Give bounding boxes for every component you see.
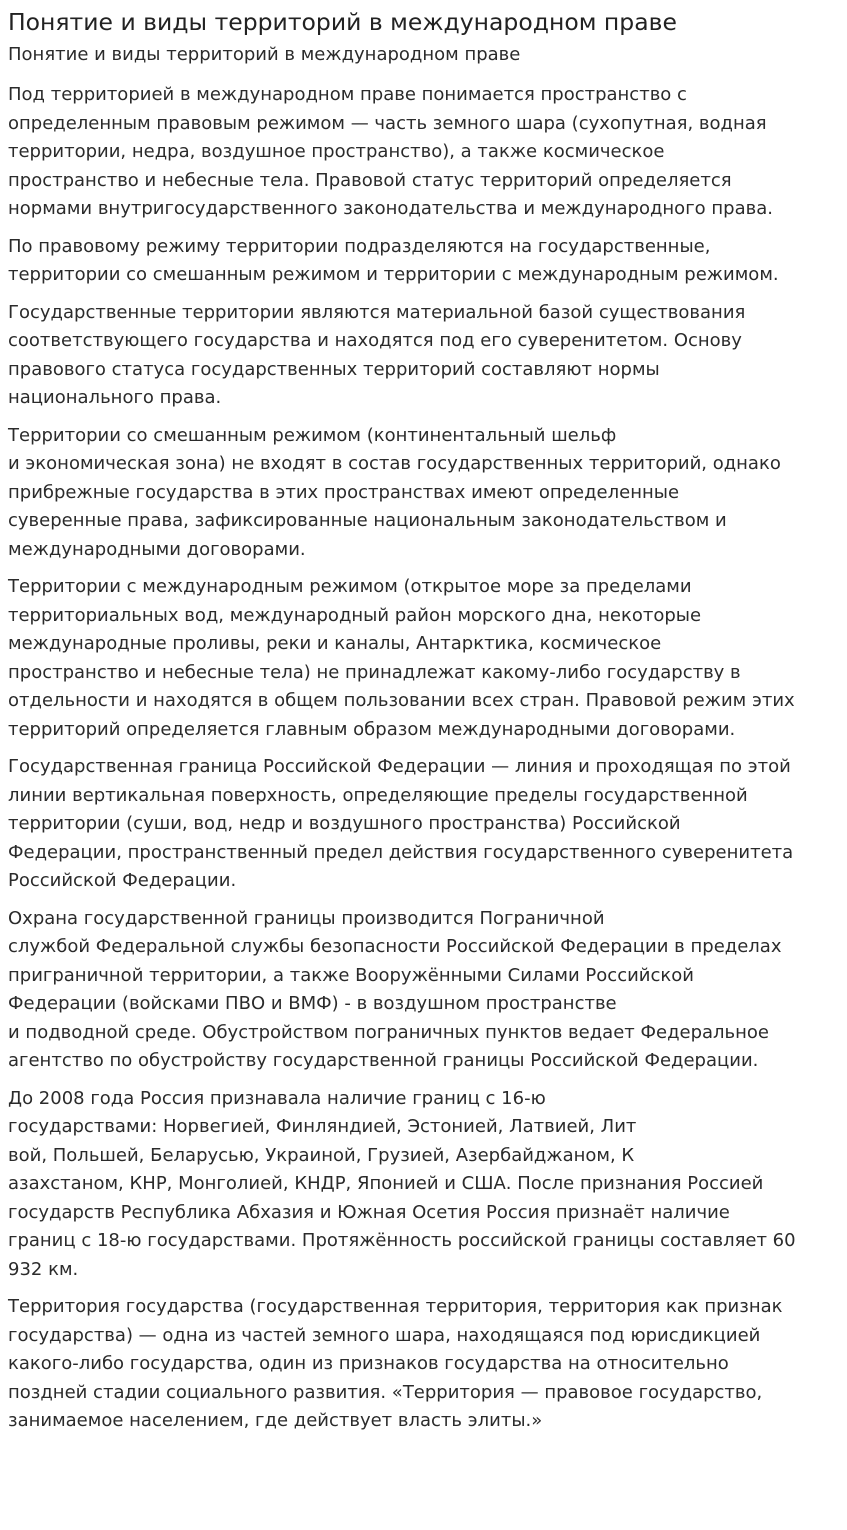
text-line: агентство по обустройству государственной границы Российской Федерации. — [8, 1050, 759, 1071]
text-line: Территории с международным режимом (открытое море за пределами — [8, 576, 692, 597]
text-line: территорий определяется главным образом международными договорами. — [8, 718, 736, 740]
text-line: международными договорами. — [8, 538, 306, 560]
text-line: государствами: Норвегией, Финляндией, Эстонией, Латвией, Лит — [8, 1116, 637, 1137]
text-line: территориальных вод, международный район морского дна, некоторые — [8, 604, 702, 626]
text-line: Охрана государственной границы производится Пограничной — [8, 907, 605, 929]
text-line: национального права. — [8, 387, 222, 408]
text-line: и подводной среде. Обустройством пограничных пунктов ведает Федеральное — [8, 1021, 770, 1043]
text-line: правового статуса государственных территорий составляют нормы — [8, 358, 660, 380]
paragraph-border-protection — [8, 905, 839, 1076]
text-line: территории со смешанным режимом и территории с международным режимом. — [8, 264, 779, 285]
text-line: пространство и небесные тела. Правовой статус территорий определяется — [8, 169, 732, 191]
text-line: территории, недра, воздушное пространство), а также космическое — [8, 141, 665, 162]
text-line: соответствующего государства и находятся под его суверенитетом. Основу — [8, 330, 742, 351]
text-line: Территории со смешанным режимом (континентальный шельф — [8, 424, 617, 446]
text-line: какого-либо государства, один из признаков государства на относительно — [8, 1353, 729, 1374]
text-line: прибрежные государства в этих пространствах имеют определенные — [8, 481, 680, 503]
text-line: определенным правовым режимом — часть земного шара (сухопутная, водная — [8, 112, 767, 134]
text-line: Под территорией в международном праве понимается пространство с — [8, 84, 687, 105]
text-line: суверенные права, зафиксированные национальным законодательством и — [8, 510, 727, 531]
text-line: Российской Федерации. — [8, 870, 237, 891]
text-line: территории (суши, вод, недр и воздушного пространства) Российской — [8, 813, 681, 834]
article-subtitle: Понятие и виды территорий в международном праве — [8, 44, 521, 65]
paragraph-mixed-regime — [8, 422, 839, 565]
paragraph-territory-definition — [8, 1293, 839, 1436]
text-line: и экономическая зона) не входят в состав государственных территорий, однако — [8, 453, 781, 474]
text-line: Государственная граница Российской Федерации — линия и проходящая по этой — [8, 756, 791, 777]
text-line: международные проливы, реки и каналы, Антарктика, космическое — [8, 633, 662, 654]
paragraph-classification — [8, 233, 839, 290]
text-line: поздней стадии социального развития. «Территория — правовое государство, — [8, 1381, 763, 1403]
text-line: азахстаном, КНР, Монголией, КНДР, Японией и США. После признания Россией — [8, 1173, 764, 1194]
text-line: 932 км. — [8, 1258, 79, 1280]
text-line: занимаемое населением, где действует власть элиты.» — [8, 1410, 543, 1431]
page-title: Понятие и виды территорий в международном праве — [8, 8, 677, 36]
text-line: пространство и небесные тела) не принадлежат какому-либо государству в — [8, 661, 741, 683]
text-line: границ с 18-ю государствами. Протяжённость российской границы составляет 60 — [8, 1230, 796, 1251]
text-line: Государственные территории являются материальной базой существования — [8, 301, 746, 323]
text-line: До 2008 года Россия признавала наличие границ с 16-ю — [8, 1087, 546, 1109]
text-line: службой Федеральной службы безопасности Российской Федерации в пределах — [8, 936, 782, 957]
paragraph-state-border — [8, 753, 839, 896]
text-line: Территория государства (государственная территория, территория как признак — [8, 1296, 783, 1317]
text-line: Федерации (войсками ПВО и ВМФ) - в воздушном пространстве — [8, 993, 617, 1014]
paragraph-border-countries — [8, 1085, 839, 1285]
text-line: По правовому режиму территории подразделяются на государственные, — [8, 235, 711, 257]
text-line: линии вертикальная поверхность, определяющие пределы государственной — [8, 784, 748, 806]
text-line: вой, Польшей, Беларусью, Украиной, Грузией, Азербайджаном, К — [8, 1144, 635, 1166]
text-line: приграничной территории, а также Вооружёнными Силами Российской — [8, 964, 694, 986]
text-line: государств Республика Абхазия и Южная Осетия Россия признаёт наличие — [8, 1201, 730, 1223]
text-line: нормами внутригосударственного законодательства и международного права. — [8, 198, 773, 219]
paragraph-state-territories — [8, 299, 839, 413]
paragraph-international-regime — [8, 573, 839, 744]
text-line: отдельности и находятся в общем пользовании всех стран. Правовой режим этих — [8, 690, 795, 711]
text-line: государства) — одна из частей земного шара, находящаяся под юрисдикцией — [8, 1324, 761, 1346]
paragraph-definition — [8, 81, 839, 224]
text-line: Федерации, пространственный предел действия государственного суверенитета — [8, 841, 794, 863]
